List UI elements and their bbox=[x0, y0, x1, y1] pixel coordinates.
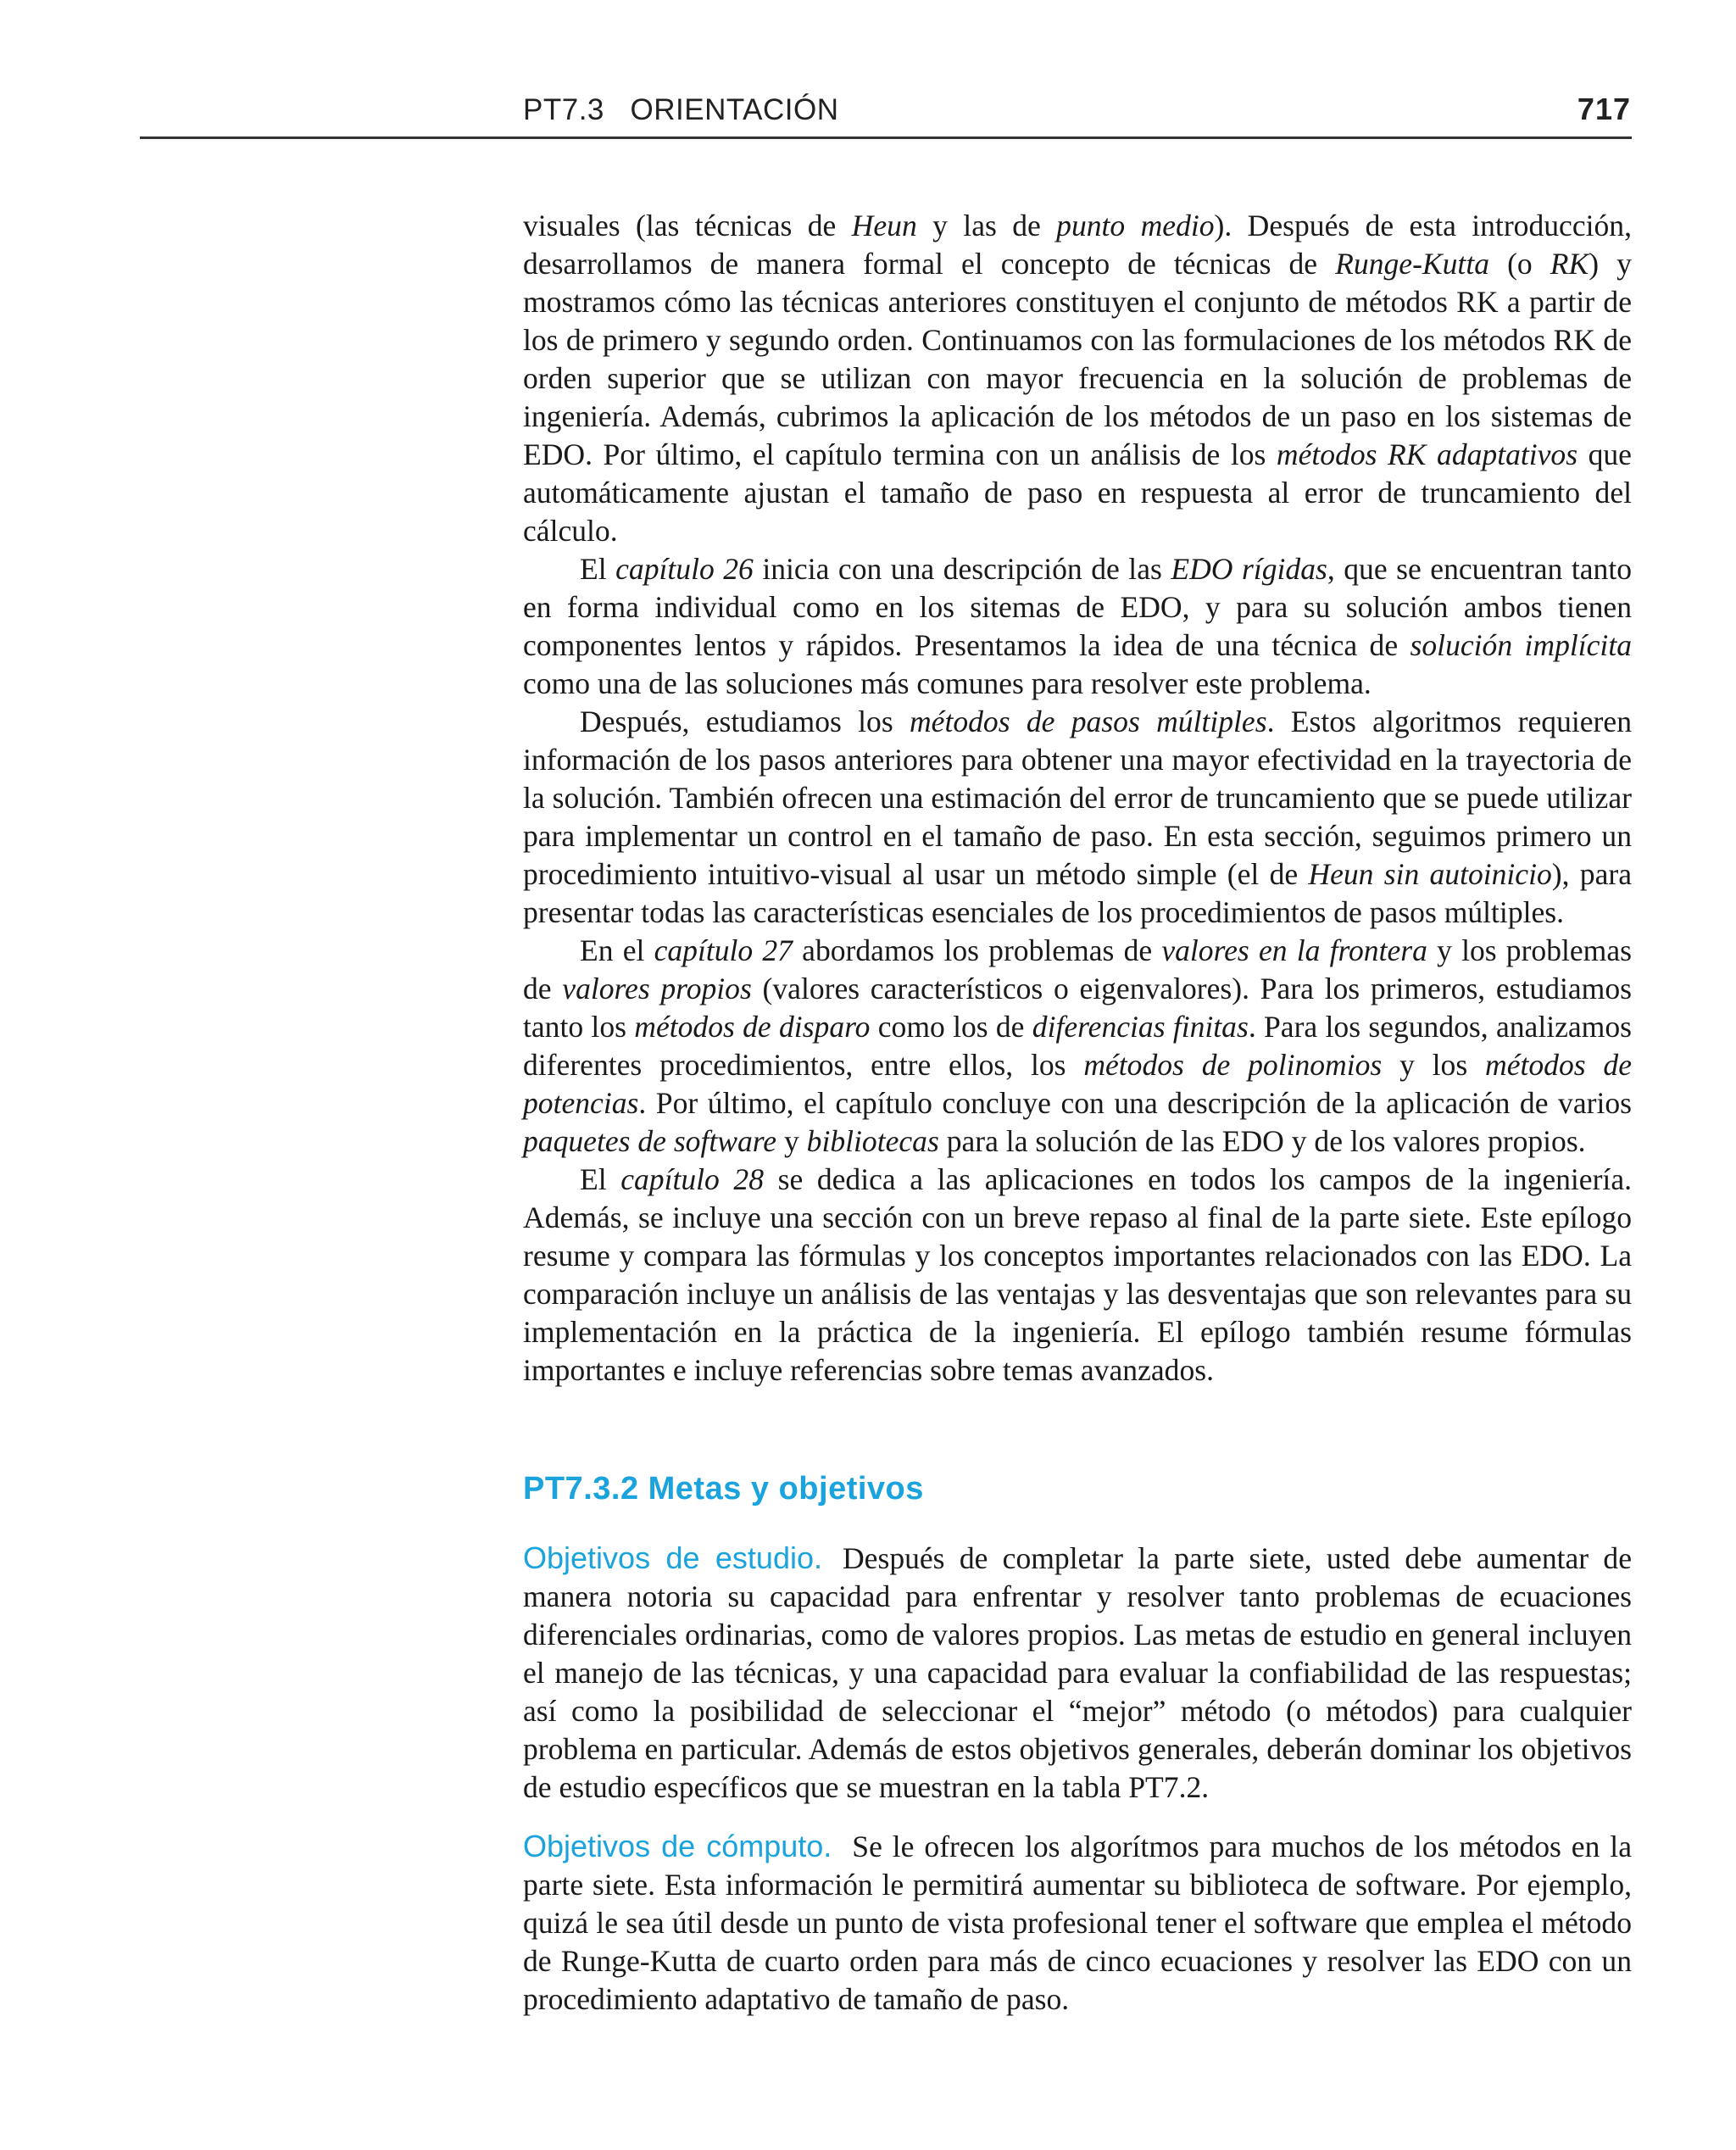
computing-objectives-paragraph bbox=[523, 1827, 1632, 2019]
italic-term: paquetes de software bbox=[523, 1124, 777, 1158]
text-run: y las de bbox=[916, 209, 1057, 242]
text-run: ) y mostramos cómo las técnicas anteriores constituyen el conjunto de métodos RK a partir de los de primero y segundo orden. Continuamos con las formulaciones de los métodos RK de orden superior que se utilizan con mayor frecuencia en la solución de problemas de ingeniería. Además, cubrimos la aplicación de los métodos de un paso en los sistemas de EDO. Por último, el capítulo termina con un análisis de los bbox=[523, 247, 1632, 471]
italic-term: solución implícita bbox=[1410, 628, 1632, 662]
text-run: Después, estudiamos los bbox=[580, 705, 910, 738]
text-run: (valores característicos o eigenvalores). Para los primeros, estudiamos tanto los bbox=[523, 972, 1632, 1044]
text-run: como una de las soluciones más comunes para resolver este problema. bbox=[523, 666, 1372, 700]
paragraph-3 bbox=[523, 703, 1632, 932]
italic-term: métodos de polinomios bbox=[1083, 1048, 1383, 1082]
italic-term: valores propios bbox=[562, 972, 752, 1005]
text-run: . Estos algoritmos requieren información de los pasos anteriores para obtener una mayor efectividad en la trayectoria de la solución. También ofrecen una estimación del error de truncamiento que se puede utilizar para implementar un control en el tamaño de paso. En esta sección, seguimos primero un procedimiento intuitivo-visual al usar un método simple (el de bbox=[523, 705, 1632, 891]
text-run: como los de bbox=[870, 1010, 1032, 1044]
text-run: ). Después de esta introducción, desarrollamos de manera formal el concepto de técnicas de bbox=[523, 209, 1632, 281]
italic-term: diferencias finitas bbox=[1032, 1010, 1249, 1044]
text-run: ), para presentar todas las características esenciales de los procedimientos de pasos múltiples. bbox=[523, 857, 1632, 929]
text-run: . Para los segundos, analizamos diferentes procedimientos, entre ellos, los bbox=[523, 1010, 1632, 1082]
italic-term: métodos de potencias bbox=[523, 1048, 1632, 1120]
italic-term: RK bbox=[1550, 247, 1589, 281]
text-run: y bbox=[776, 1124, 807, 1158]
paragraph-5 bbox=[523, 1161, 1632, 1390]
page-number: 717 bbox=[1577, 92, 1631, 126]
italic-term: Runge-Kutta bbox=[1335, 247, 1489, 281]
italic-term: bibliotecas bbox=[806, 1124, 939, 1158]
text-run: y los bbox=[1382, 1048, 1486, 1082]
italic-term: métodos de disparo bbox=[634, 1010, 871, 1044]
header-rule bbox=[140, 136, 1632, 139]
paragraph-1 bbox=[523, 207, 1632, 550]
study-objectives-paragraph bbox=[523, 1539, 1632, 1807]
italic-term: punto medio bbox=[1056, 209, 1215, 242]
study-objectives-text: Después de completar la parte siete, usted debe aumentar de manera notoria su capacidad para enfrentar y resolver tanto problemas de ecuaciones diferenciales ordinarias, como de valores propios. Las metas de estudio en general incluyen el manejo de las técnicas, y una capacidad para evaluar la confiabilidad de las respuestas; así como la posibilidad de seleccionar el “mejor” método (o métodos) para cualquier problema en particular. Además de estos objetivos generales, deberán dominar los objetivos de estudio específicos que se muestran en la tabla PT7.2. bbox=[523, 1541, 1632, 1804]
text-run: para la solución de las EDO y de los valores propios. bbox=[938, 1124, 1586, 1158]
paragraph-4 bbox=[523, 932, 1632, 1161]
text-run: El bbox=[580, 552, 616, 586]
objectives bbox=[523, 1539, 1632, 2039]
italic-term: métodos de pasos múltiples bbox=[909, 705, 1267, 738]
body-text bbox=[523, 207, 1632, 1390]
text-run: , que se encuentran tanto en forma individual como en los sitemas de EDO, y para su solución ambos tienen componentes lentos y rápidos. Presentamos la idea de una técnica de bbox=[523, 552, 1633, 662]
text-run: visuales (las técnicas de bbox=[523, 209, 852, 242]
computing-objectives-label: Objetivos de cómputo. bbox=[523, 1829, 832, 1863]
italic-term: capítulo 27 bbox=[654, 933, 793, 967]
computing-objectives-text: Se le ofrecen los algorítmos para muchos de los métodos en la parte siete. Esta información le permitirá aumentar su biblioteca de software. Por ejemplo, quizá le sea útil desde un punto de vista profesional tener el software que emplea el método de Runge-Kutta de cuarto orden para más de cinco ecuaciones y resolver las EDO con un procedimiento adaptativo de tamaño de paso. bbox=[523, 1830, 1632, 2016]
text-run: abordamos los problemas de bbox=[792, 933, 1162, 967]
text-run: (o bbox=[1489, 247, 1550, 281]
running-head: PT7.3 ORIENTACIÓN bbox=[523, 93, 839, 126]
paragraph-2 bbox=[523, 550, 1632, 703]
text-run: que automáticamente ajustan el tamaño de paso en respuesta al error de truncamiento del cálculo. bbox=[523, 437, 1632, 548]
study-objectives-label: Objetivos de estudio. bbox=[523, 1540, 822, 1575]
text-run: . Por último, el capítulo concluye con una descripción de la aplicación de varios bbox=[638, 1086, 1632, 1120]
italic-term: capítulo 26 bbox=[615, 552, 754, 586]
italic-term: Heun sin autoinicio bbox=[1308, 857, 1552, 891]
italic-term: métodos RK adaptativos bbox=[1276, 437, 1578, 471]
text-run: El bbox=[580, 1162, 621, 1196]
text-run: inicia con una descripción de las bbox=[753, 552, 1171, 586]
italic-term: valores en la frontera bbox=[1161, 933, 1427, 967]
text-run: En el bbox=[580, 933, 654, 967]
section-heading: PT7.3.2 Metas y objetivos bbox=[523, 1471, 924, 1507]
italic-term: EDO rígidas bbox=[1171, 552, 1327, 586]
text-run: y los problemas de bbox=[523, 933, 1632, 1005]
italic-term: Heun bbox=[851, 209, 917, 242]
text-run: se dedica a las aplicaciones en todos los campos de la ingeniería. Además, se incluye una sección con un breve repaso al final de la parte siete. Este epílogo resume y compara las fórmulas y los conceptos importantes relacionados con las EDO. La comparación incluye un análisis de las ventajas y las desventajas que son relevantes para su implementación en la práctica de la ingeniería. El epílogo también resume fórmulas importantes e incluye referencias sobre temas avanzados. bbox=[523, 1162, 1632, 1387]
page-header bbox=[0, 0, 1736, 144]
italic-term: capítulo 28 bbox=[620, 1162, 764, 1196]
